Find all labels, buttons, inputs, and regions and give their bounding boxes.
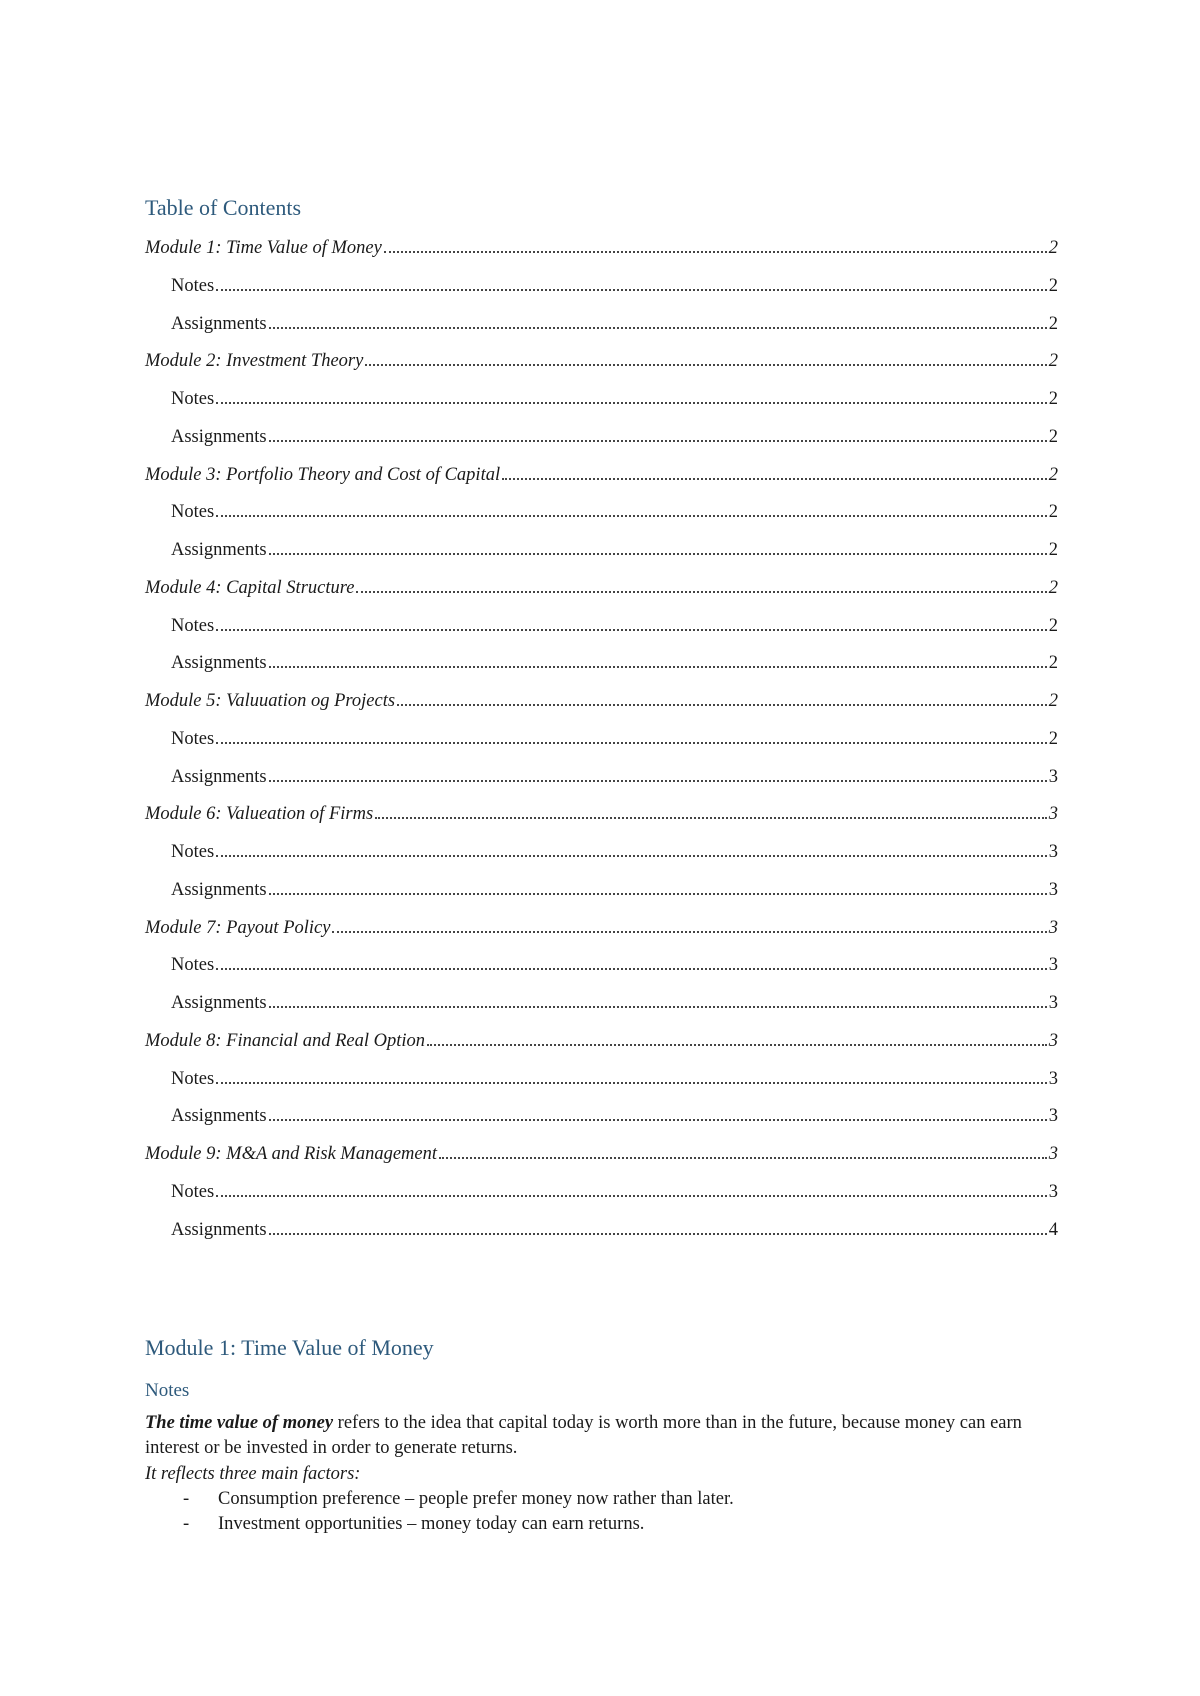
toc-entry-module[interactable] (145, 349, 1058, 387)
toc-entry-label: Assignments (171, 1106, 267, 1127)
bullet-marker: - (183, 1514, 190, 1534)
toc-entry-page-number: 2 (1048, 691, 1058, 711)
toc-entry-module[interactable] (145, 689, 1058, 727)
toc-entry-label: Module 4: Capital Structure (145, 577, 355, 598)
toc-dot-leader (269, 1006, 1047, 1008)
factors-list (183, 1487, 734, 1537)
toc-entry-page-number: 3 (1048, 917, 1058, 938)
module-1-heading: Module 1: Time Value of Money (145, 1335, 434, 1360)
toc-dot-leader (439, 1157, 1047, 1159)
toc-entry-label: Module 7: Payout Policy (145, 917, 331, 938)
factor-list-item (183, 1512, 734, 1537)
toc-entry-subsection[interactable] (145, 312, 1058, 350)
toc-entry-page-number: 3 (1048, 842, 1058, 862)
toc-entry-subsection[interactable] (145, 614, 1058, 652)
toc-entry-label: Module 9: M&A and Risk Management (145, 1144, 437, 1164)
toc-dot-leader (269, 780, 1047, 782)
toc-dot-leader (502, 478, 1047, 480)
table-of-contents (145, 236, 1058, 1255)
toc-dot-leader (397, 704, 1047, 706)
bullet-marker: - (183, 1489, 190, 1509)
toc-entry-subsection[interactable] (145, 878, 1058, 916)
toc-dot-leader (365, 364, 1046, 366)
toc-dot-leader (216, 1082, 1047, 1084)
toc-entry-page-number: 2 (1048, 351, 1058, 372)
toc-entry-page-number: 3 (1048, 804, 1058, 825)
toc-dot-leader (332, 931, 1046, 933)
toc-entry-page-number: 2 (1048, 464, 1058, 485)
toc-entry-subsection[interactable] (145, 727, 1058, 765)
toc-entry-page-number: 4 (1048, 1219, 1058, 1240)
toc-dot-leader (269, 440, 1047, 442)
factor-list-item (183, 1487, 734, 1512)
toc-entry-page-number: 2 (1048, 728, 1058, 749)
toc-entry-module[interactable] (145, 236, 1058, 274)
module-1-notes-heading: Notes (145, 1380, 190, 1401)
toc-dot-leader (216, 742, 1047, 744)
intro-lead-term: The time value of money (145, 1413, 334, 1433)
toc-dot-leader (269, 553, 1047, 555)
toc-dot-leader (216, 629, 1047, 631)
toc-entry-page-number: 2 (1048, 238, 1058, 258)
toc-entry-label: Assignments (171, 540, 267, 560)
toc-entry-page-number: 2 (1048, 577, 1058, 598)
toc-dot-leader (269, 327, 1047, 329)
toc-entry-subsection[interactable] (145, 1067, 1058, 1105)
toc-entry-module[interactable] (145, 1029, 1058, 1067)
toc-entry-subsection[interactable] (145, 765, 1058, 803)
toc-entry-page-number: 3 (1048, 1144, 1058, 1164)
toc-entry-label: Notes (171, 389, 215, 409)
toc-entry-page-number: 2 (1048, 653, 1058, 674)
toc-entry-page-number: 2 (1048, 426, 1058, 447)
toc-entry-subsection[interactable] (145, 425, 1058, 463)
toc-entry-page-number: 2 (1048, 615, 1058, 636)
toc-entry-module[interactable] (145, 463, 1058, 501)
toc-entry-label: Assignments (171, 766, 267, 787)
toc-dot-leader (269, 893, 1047, 895)
toc-entry-subsection[interactable] (145, 991, 1058, 1029)
toc-entry-label: Assignments (171, 426, 267, 447)
factor-text: Consumption preference – people prefer money now rather than later. (218, 1489, 734, 1509)
toc-dot-leader (216, 1195, 1047, 1197)
toc-entry-label: Assignments (171, 653, 267, 674)
toc-entry-page-number: 3 (1048, 1106, 1058, 1127)
toc-entry-page-number: 2 (1048, 313, 1058, 334)
module-1-intro-paragraph (145, 1411, 1060, 1461)
factors-intro: It reflects three main factors: (145, 1464, 361, 1484)
toc-entry-page-number: 2 (1048, 540, 1058, 560)
toc-entry-label: Module 2: Investment Theory (145, 351, 364, 372)
toc-entry-label: Notes (171, 728, 215, 749)
toc-entry-page-number: 2 (1048, 502, 1058, 523)
toc-dot-leader (269, 666, 1047, 668)
toc-entry-label: Module 1: Time Value of Money (145, 238, 382, 258)
toc-entry-label: Assignments (171, 1219, 267, 1240)
toc-entry-module[interactable] (145, 1142, 1058, 1180)
toc-dot-leader (216, 402, 1047, 404)
toc-entry-module[interactable] (145, 802, 1058, 840)
toc-title: Table of Contents (145, 195, 302, 220)
toc-entry-label: Notes (171, 1068, 215, 1089)
toc-entry-subsection[interactable] (145, 538, 1058, 576)
toc-entry-subsection[interactable] (145, 651, 1058, 689)
toc-entry-page-number: 3 (1048, 1030, 1058, 1051)
toc-entry-label: Assignments (171, 993, 267, 1013)
toc-entry-module[interactable] (145, 916, 1058, 954)
intro-rest-text: refers to the idea that capital today is worth more than in the future, because money can earn interest or be invested in order to generate returns. (145, 1413, 1022, 1458)
toc-entry-label: Notes (171, 275, 215, 296)
toc-dot-leader (384, 251, 1047, 253)
toc-entry-subsection[interactable] (145, 1104, 1058, 1142)
toc-dot-leader (375, 817, 1047, 819)
toc-entry-label: Assignments (171, 879, 267, 900)
toc-entry-label: Notes (171, 1181, 215, 1202)
toc-entry-page-number: 3 (1048, 955, 1058, 976)
toc-entry-subsection[interactable] (145, 500, 1058, 538)
toc-entry-subsection[interactable] (145, 840, 1058, 878)
toc-entry-page-number: 3 (1048, 993, 1058, 1013)
toc-entry-label: Module 6: Valueation of Firms (145, 804, 374, 825)
toc-dot-leader (356, 591, 1046, 593)
toc-dot-leader (216, 968, 1047, 970)
toc-entry-subsection[interactable] (145, 387, 1058, 425)
toc-dot-leader (427, 1044, 1047, 1046)
toc-entry-page-number: 2 (1048, 389, 1058, 409)
toc-dot-leader (216, 515, 1047, 517)
toc-entry-label: Module 8: Financial and Real Option (145, 1030, 426, 1051)
toc-dot-leader (216, 289, 1047, 291)
toc-entry-label: Notes (171, 955, 215, 976)
toc-entry-page-number: 3 (1048, 879, 1058, 900)
toc-entry-subsection[interactable] (145, 274, 1058, 312)
toc-entry-module[interactable] (145, 576, 1058, 614)
toc-entry-page-number: 2 (1048, 275, 1058, 296)
factor-text: Investment opportunities – money today can earn returns. (218, 1514, 645, 1534)
toc-entry-label: Module 5: Valuuation og Projects (145, 691, 396, 711)
toc-entry-label: Module 3: Portfolio Theory and Cost of Capital (145, 464, 501, 485)
toc-entry-subsection[interactable] (145, 953, 1058, 991)
toc-dot-leader (269, 1233, 1047, 1235)
toc-entry-label: Assignments (171, 313, 267, 334)
toc-entry-subsection[interactable] (145, 1218, 1058, 1256)
toc-entry-label: Notes (171, 502, 215, 523)
toc-entry-page-number: 3 (1048, 1181, 1058, 1202)
toc-dot-leader (269, 1119, 1047, 1121)
toc-entry-page-number: 3 (1048, 766, 1058, 787)
toc-dot-leader (216, 855, 1047, 857)
toc-entry-label: Notes (171, 615, 215, 636)
toc-entry-page-number: 3 (1048, 1068, 1058, 1089)
toc-entry-label: Notes (171, 842, 215, 862)
toc-entry-subsection[interactable] (145, 1180, 1058, 1218)
